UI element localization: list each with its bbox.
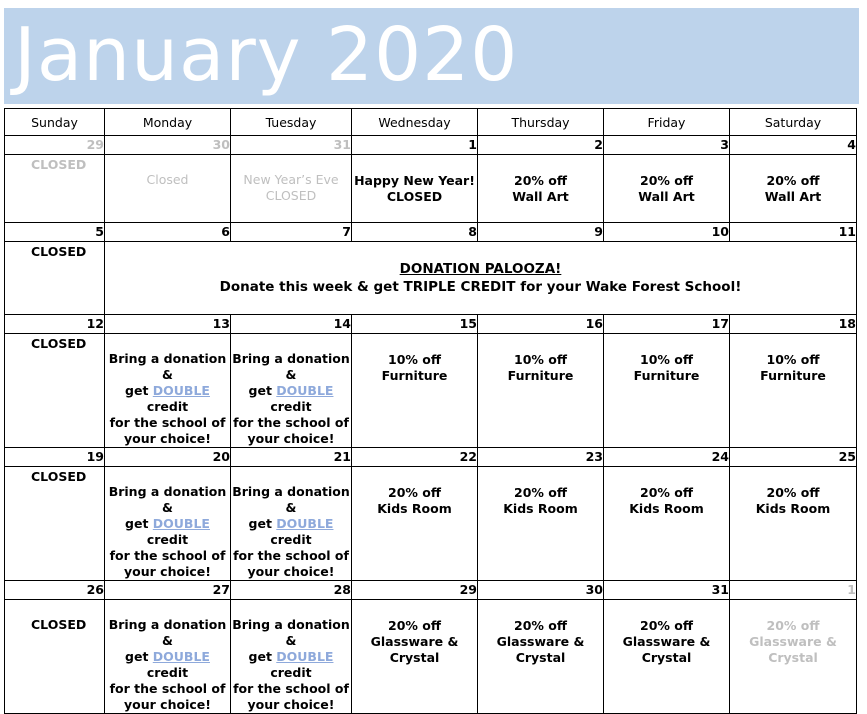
event-cell	[231, 600, 352, 714]
day-number: 5	[5, 223, 105, 242]
sale-category: Wall Art	[764, 189, 822, 204]
sale-category: Crystal	[641, 650, 692, 665]
sale-percent: 10% off	[640, 352, 693, 367]
donation-text: get DOUBLE credit	[248, 649, 334, 680]
sale-percent: 10% off	[388, 352, 441, 367]
double-emphasis: DOUBLE	[152, 516, 210, 531]
day-number: 24	[604, 448, 730, 467]
donation-text: get DOUBLE credit	[125, 649, 210, 680]
event-cell	[105, 334, 231, 448]
donation-text: for the school of	[233, 681, 349, 696]
event-cell	[604, 467, 730, 581]
donation-text: your choice!	[124, 431, 211, 446]
day-number: 31	[231, 136, 352, 155]
day-number: 4	[730, 136, 857, 155]
day-number: 23	[478, 448, 604, 467]
week-1-number-row	[5, 136, 857, 155]
day-number: 15	[352, 315, 478, 334]
sale-percent: 20% off	[388, 485, 441, 500]
day-number: 28	[231, 581, 352, 600]
weekday-tuesday: Tuesday	[231, 109, 352, 136]
sale-percent: 20% off	[640, 173, 693, 188]
event-cell	[730, 467, 857, 581]
donation-palooza-cell	[105, 242, 857, 315]
event-cell	[352, 155, 478, 223]
donation-text: Bring a donation &	[232, 484, 350, 515]
week-3-number-row	[5, 315, 857, 334]
day-number: 29	[5, 136, 105, 155]
event-text: CLOSED	[31, 617, 87, 632]
donation-text: your choice!	[124, 697, 211, 712]
donation-text: Bring a donation &	[108, 617, 227, 648]
sale-percent: 10% off	[766, 352, 820, 367]
sale-category: Crystal	[768, 650, 818, 665]
sale-percent: 10% off	[514, 352, 567, 367]
day-number: 2	[478, 136, 604, 155]
weekday-friday: Friday	[604, 109, 730, 136]
sale-percent: 20% off	[514, 618, 567, 633]
double-emphasis: DOUBLE	[152, 649, 210, 664]
double-emphasis: DOUBLE	[152, 383, 210, 398]
day-number: 12	[5, 315, 105, 334]
event-cell	[231, 155, 352, 223]
sale-category: Kids Room	[503, 501, 578, 516]
donation-text: for the school of	[109, 415, 226, 430]
event-cell	[730, 600, 857, 714]
event-text: CLOSED	[31, 244, 87, 259]
donation-text: your choice!	[247, 564, 335, 579]
week-1-event-row	[5, 155, 857, 223]
event-text: CLOSED	[386, 189, 443, 204]
day-number: 22	[352, 448, 478, 467]
day-number: 14	[231, 315, 352, 334]
weekday-saturday: Saturday	[730, 109, 857, 136]
event-cell	[5, 334, 105, 448]
sale-percent: 20% off	[388, 618, 441, 633]
day-number: 1	[730, 581, 857, 600]
donation-text: get DOUBLE credit	[248, 516, 334, 547]
event-cell	[105, 600, 231, 714]
day-number: 27	[105, 581, 231, 600]
sale-category: Furniture	[633, 368, 700, 383]
palooza-text: Donate this week & get TRIPLE CREDIT for your Wake Forest School!	[219, 279, 742, 295]
donation-text: your choice!	[247, 431, 335, 446]
event-cell	[231, 467, 352, 581]
weekday-monday: Monday	[105, 109, 231, 136]
palooza-title: DONATION PALOOZA!	[399, 261, 562, 277]
event-cell	[604, 600, 730, 714]
sale-category: Wall Art	[638, 189, 695, 204]
day-number: 18	[730, 315, 857, 334]
week-4-event-row	[5, 467, 857, 581]
sale-percent: 20% off	[766, 618, 820, 633]
sale-category: Furniture	[381, 368, 448, 383]
day-number: 31	[604, 581, 730, 600]
day-number: 13	[105, 315, 231, 334]
event-cell	[478, 600, 604, 714]
donation-text: get DOUBLE credit	[125, 516, 210, 547]
sale-category: Kids Room	[755, 501, 831, 516]
event-cell	[352, 467, 478, 581]
day-number: 30	[478, 581, 604, 600]
event-text: CLOSED	[31, 336, 87, 351]
week-5-number-row	[5, 581, 857, 600]
donation-text: get DOUBLE credit	[248, 383, 334, 414]
sale-category: Kids Room	[377, 501, 452, 516]
week-5-event-row	[5, 600, 857, 714]
day-number: 9	[478, 223, 604, 242]
event-cell	[478, 155, 604, 223]
day-number: 8	[352, 223, 478, 242]
week-2-event-row	[5, 242, 857, 315]
event-text: CLOSED	[31, 157, 87, 172]
event-cell	[5, 242, 105, 315]
sale-category: Glassware &	[749, 634, 837, 649]
day-number: 3	[604, 136, 730, 155]
donation-text: your choice!	[124, 564, 211, 579]
event-cell	[231, 334, 352, 448]
day-number: 30	[105, 136, 231, 155]
day-number: 25	[730, 448, 857, 467]
double-emphasis: DOUBLE	[276, 649, 334, 664]
sale-percent: 20% off	[640, 618, 693, 633]
header-banner	[4, 8, 859, 104]
day-number: 21	[231, 448, 352, 467]
event-cell	[604, 155, 730, 223]
day-number: 11	[730, 223, 857, 242]
week-3-event-row	[5, 334, 857, 448]
sale-percent: 20% off	[514, 485, 567, 500]
calendar-grid	[4, 108, 857, 714]
donation-text: Bring a donation &	[232, 351, 350, 382]
day-number: 6	[105, 223, 231, 242]
event-cell	[604, 334, 730, 448]
weekday-thursday: Thursday	[478, 109, 604, 136]
page-title: January 2020	[14, 12, 519, 98]
sale-category: Glassware &	[496, 634, 585, 649]
event-text: Happy New Year!	[354, 173, 475, 188]
sale-percent: 20% off	[514, 173, 567, 188]
donation-text: Bring a donation &	[232, 617, 350, 648]
event-cell	[478, 334, 604, 448]
donation-text: your choice!	[247, 697, 335, 712]
donation-text: Bring a donation &	[108, 484, 227, 515]
event-text: CLOSED	[31, 469, 87, 484]
event-cell	[478, 467, 604, 581]
sale-category: Kids Room	[629, 501, 704, 516]
sale-category: Glassware &	[370, 634, 459, 649]
event-cell	[352, 334, 478, 448]
sale-percent: 20% off	[766, 173, 820, 188]
day-number: 26	[5, 581, 105, 600]
day-number: 16	[478, 315, 604, 334]
sale-category: Furniture	[760, 368, 826, 383]
event-cell	[5, 600, 105, 714]
donation-text: for the school of	[109, 681, 226, 696]
week-2-number-row	[5, 223, 857, 242]
event-text: Closed	[146, 172, 189, 187]
day-number: 10	[604, 223, 730, 242]
double-emphasis: DOUBLE	[276, 383, 334, 398]
day-number: 19	[5, 448, 105, 467]
sale-category: Crystal	[389, 650, 440, 665]
sale-percent: 20% off	[640, 485, 693, 500]
event-cell	[105, 155, 231, 223]
day-number: 7	[231, 223, 352, 242]
donation-text: Bring a donation &	[108, 351, 227, 382]
week-4-number-row	[5, 448, 857, 467]
sale-percent: 20% off	[766, 485, 820, 500]
day-number: 1	[352, 136, 478, 155]
event-cell	[5, 467, 105, 581]
double-emphasis: DOUBLE	[276, 516, 334, 531]
event-cell	[352, 600, 478, 714]
sale-category: Glassware &	[622, 634, 711, 649]
donation-text: for the school of	[233, 548, 349, 563]
sale-category: Furniture	[507, 368, 574, 383]
weekday-header-row	[5, 109, 857, 136]
donation-text: get DOUBLE credit	[125, 383, 210, 414]
weekday-wednesday: Wednesday	[352, 109, 478, 136]
day-number: 20	[105, 448, 231, 467]
donation-text: for the school of	[109, 548, 226, 563]
event-cell	[730, 334, 857, 448]
event-cell	[5, 155, 105, 223]
day-number: 17	[604, 315, 730, 334]
event-text: New Year’s Eve	[243, 172, 339, 187]
event-cell	[105, 467, 231, 581]
day-number: 29	[352, 581, 478, 600]
event-text: CLOSED	[265, 188, 317, 203]
weekday-sunday: Sunday	[5, 109, 105, 136]
sale-category: Wall Art	[512, 189, 569, 204]
donation-text: for the school of	[233, 415, 349, 430]
event-cell	[730, 155, 857, 223]
sale-category: Crystal	[515, 650, 566, 665]
